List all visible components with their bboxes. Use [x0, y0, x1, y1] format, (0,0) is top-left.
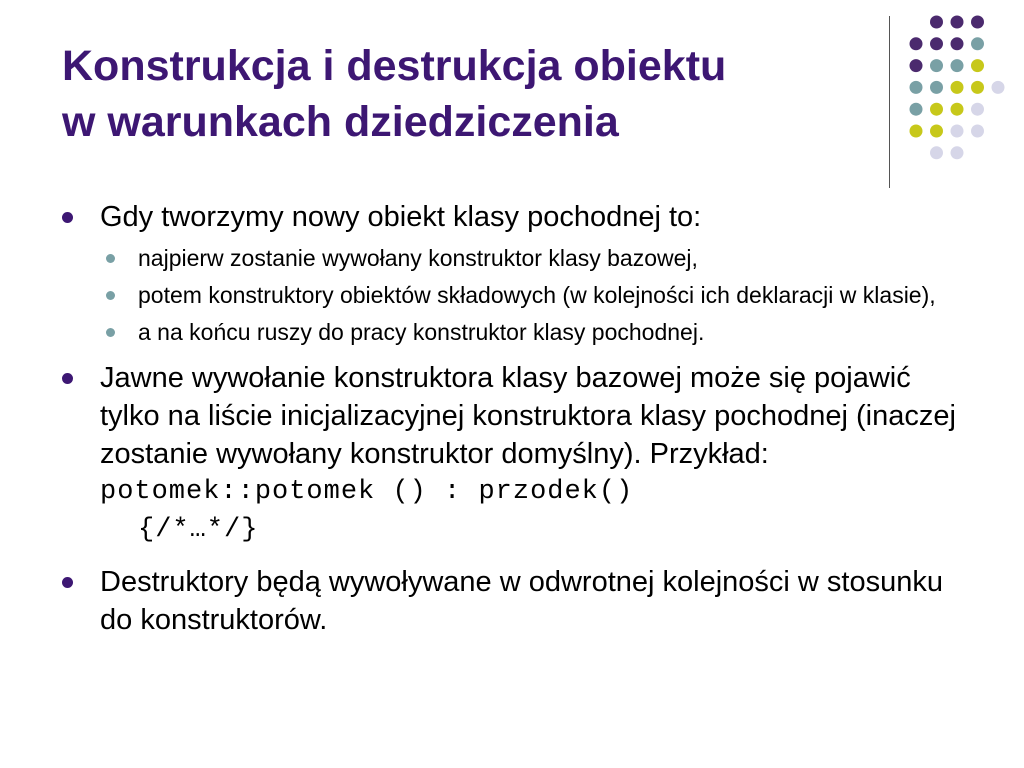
decorative-dot: [951, 125, 964, 138]
bullet-icon: [62, 373, 73, 384]
decorative-dot: [951, 103, 964, 116]
decorative-dot: [930, 59, 943, 72]
code-line: {/*…*/}: [138, 515, 259, 545]
bullet-list: [62, 198, 962, 647]
decorative-dot: [910, 81, 923, 94]
sub-bullet-item: [62, 279, 962, 312]
decorative-dot: [971, 37, 984, 50]
sub-bullet-icon: [106, 254, 115, 263]
decorative-dot: [910, 37, 923, 50]
decorative-dot: [930, 146, 943, 159]
sub-bullet-icon: [106, 328, 115, 337]
decorative-dot: [951, 59, 964, 72]
sub-bullet-text: potem konstruktory obiektów składowych (w kolejności ich deklaracji w klasie),: [138, 282, 936, 308]
code-line: potomek::potomek () : przodek(): [100, 477, 634, 507]
sub-bullet-item: [62, 242, 962, 275]
decorative-dot: [971, 125, 984, 138]
decorative-dot: [910, 59, 923, 72]
decorative-dot: [992, 81, 1005, 94]
bullet-item: [62, 198, 962, 236]
sub-bullet-icon: [106, 291, 115, 300]
decorative-dot: [951, 146, 964, 159]
sub-bullet-text: a na końcu ruszy do pracy konstruktor klasy pochodnej.: [138, 319, 705, 345]
decorative-dot: [910, 125, 923, 138]
decorative-dot: [910, 103, 923, 116]
decorative-dot: [971, 59, 984, 72]
title-line-2: w warunkach dziedziczenia: [62, 98, 619, 146]
bullet-item: [62, 359, 962, 549]
bullet-text: Destruktory będą wywoływane w odwrotnej kolejności w stosunku do konstruktorów.: [100, 566, 943, 636]
bullet-text: Gdy tworzymy nowy obiekt klasy pochodnej to:: [100, 201, 702, 233]
decorative-dot: [930, 103, 943, 116]
sub-bullet-text: najpierw zostanie wywołany konstruktor klasy bazowej,: [138, 245, 698, 271]
bullet-text: Jawne wywołanie konstruktora klasy bazowej może się pojawić tylko na liście inicjalizacyjnej konstruktora klasy pochodnej (inaczej zostanie wywołany konstruktor domyślny). Przykład:: [100, 362, 956, 470]
bullet-item: [62, 563, 962, 639]
sub-bullet-item: [62, 316, 962, 349]
code-example: [100, 473, 962, 549]
decorative-dot: [951, 16, 964, 29]
decorative-dot: [971, 103, 984, 116]
decorative-dot: [971, 16, 984, 29]
decorative-dot: [971, 81, 984, 94]
decorative-dot: [951, 37, 964, 50]
bullet-icon: [62, 212, 73, 223]
decorative-dot-grid: [0, 0, 1024, 200]
title-line-1: Konstrukcja i destrukcja obiektu: [62, 42, 727, 90]
decorative-dot: [930, 37, 943, 50]
decorative-dot: [930, 16, 943, 29]
decorative-dot: [930, 125, 943, 138]
decorative-dot: [930, 81, 943, 94]
decorative-dot: [951, 81, 964, 94]
bullet-icon: [62, 577, 73, 588]
